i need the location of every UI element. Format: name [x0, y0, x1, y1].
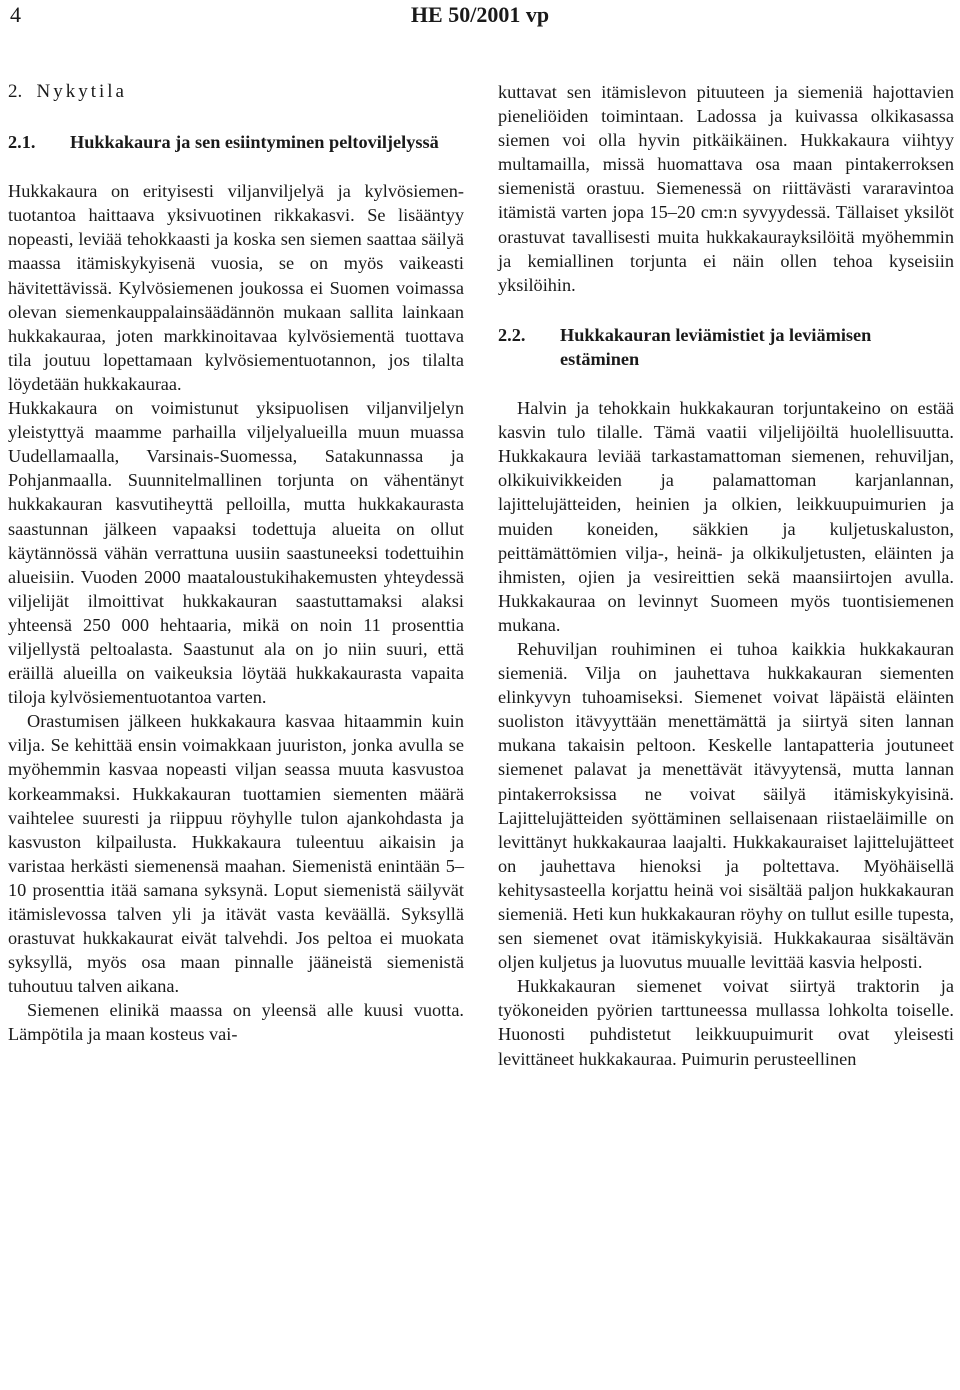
section-heading	[8, 80, 464, 104]
body-paragraph: Orastumisen jälkeen hukkakaura kasvaa hitaammin kuin vilja. Se kehittää ensin voimakkaan juuriston, jonka avulla se myöhemmin kasvaa nopeasti viljan seassa muuta kasvustoa korkeammaksi. Hukkakauran tuottamien siementen määrä vaihtelee suuresti ja riippuu röyhylle tulon ajankohdasta ja kasvuston kilpailusta. Hukkakaura tuleentuu aikaisin ja varistaa herkästi siemenensä maahan. Siemenistä enintään 5–10 prosenttia itää samana syksynä. Loput siemenistä säilyvät itämislevossa talven yli ja itävät vasta keväällä. Syksyllä orastuvat hukkakaurat eivät talvehdi. Jos peltoa ei muokata syksyllä, myös osa maan pinnalle jääneistä siemenistä tuhoutuu talven aikana.	[8, 711, 464, 997]
body-paragraph: Halvin ja tehokkain hukkakauran torjuntakeino on estää kasvin tulo tilalle. Tämä vaatii viljelijöiltä huolellisuutta. Hukkakaura leviää tarkastamattoman siemenen, rehuviljan, olkikuivikkeiden ja palamattoman karjanlannan, lajittelujätteiden, heinien ja olkien, leikkuupuimurien ja muiden koneiden, säkkien ja kuljetuskaluston, peittämättömien vilja-, heinä- ja olkikuljetusten, eläinten ja ihmisten, ojien ja vesireittien sekä maansiirtojen avulla. Hukkakauraa on levinnyt Suomeen myös tuontisiemenen mukana.	[498, 398, 954, 635]
page-header	[0, 0, 960, 34]
subsection-number: 2.2.	[498, 324, 526, 345]
subsection-title: Hukkakauran leviämistiet ja leviämisen estäminen	[560, 324, 872, 369]
left-column	[8, 80, 464, 1047]
subsection-heading-2-2	[498, 323, 954, 371]
subsection-number: 2.1.	[8, 132, 36, 153]
page-number: 4	[10, 2, 21, 27]
document-id: HE 50/2001 vp	[410, 2, 550, 27]
body-paragraph: Hukkakauran siemenet voivat siirtyä traktorin ja työkoneiden pyörien tarttuneessa mullassa lohkolta toiselle. Huonosti puhdistetut leikkuupuimurit ovat yleisesti levittäneet hukkakauraa. Puimurin perusteellinen	[498, 976, 954, 1069]
body-paragraph: Siemenen elinikä maassa on yleensä alle kuusi vuotta. Lämpötila ja maan kosteus vai-	[8, 1000, 464, 1045]
body-paragraph: Hukkakaura on erityisesti viljanviljelyä ja kylvösiementuotantoa haittaava yksivuotinen rikkakasvi. Se lisääntyy nopeasti, leviää tehokkaasti ja koska sen siemen saattaa säilyä maassa itämiskykyisenä vuosia, se on myös vaikeasti hävitettävissä. Kylvösiemenen joukossa ei Suomen voimassa olevan siemenkauppalainsäädännön mukaan sallita lainkaan hukkakauraa, joten markkinoitavaa kylvösiementä tuottava tila joutuu lopettamaan kylvösiementuotannon, jos tilalta löydetään hukkakauraa.	[8, 181, 464, 394]
subsection-heading-2-1	[8, 130, 464, 154]
section-title: Nykytila	[36, 81, 127, 102]
section-number: 2.	[8, 81, 23, 102]
subsection-title: Hukkakaura ja sen esiintyminen peltoviljelyssä	[70, 132, 439, 153]
body-paragraph: Hukkakaura on voimistunut yksipuolisen viljanviljelyn yleistyttyä maamme parhailla viljelyalueilla muun muassa Uudellamaalla, Varsinais-Suomessa, Satakunnassa ja Pohjanmaalla. Suunnitelmallinen torjunta on vähentänyt hukkakauran kasvutiheyttä pelloilla, mutta hukkakaurasta saastunnan jälkeen vapaaksi todettuja alueita on ollut käytännössä vähän verrattuna uusiin saastuneeksi todettuihin alueisiin. Vuoden 2000 maataloustukihakemusten yhteydessä viljelijät ilmoittivat hukkakauran saastuttamaksi alaksi yhteensä 250 000 hehtaaria, mikä on noin 11 prosenttia viljellystä peltoalasta. Saastunut ala on jo niin suuri, että eräillä alueilla on vaikeuksia löytää hukkakaurasta vapaita tiloja kylvösiementuotantoa varten.	[8, 398, 464, 708]
body-paragraph-continued: kuttavat sen itämislevon pituuteen ja siemeniä hajottavien pieneliöiden toimintaan. Ladossa ja kuivassa olkikasassa siemen voi olla hyvin pitkäikäinen. Hukkakaura viihtyy multamailla, missä huomattava osa maan pintakerroksen siemenistä orastuu. Siemenessä on riittävästi vararavintoa itämistä varten jopa 15–20 cm:n syvyydessä. Tällaiset yksilöt orastuvat tavallisesti muita hukkakaurayksilöitä myöhemmin ja kemiallinen torjunta ei näin ollen tehoa kyseisiin yksilöihin.	[498, 82, 954, 295]
body-paragraph: Rehuviljan rouhiminen ei tuhoa kaikkia hukkakauran siemeniä. Vilja on jauhettava hukkakauran siementen elinkyvyn tuhoamiseksi. Siemenet voivat läpäistä eläinten suoliston itävyyttään menettämättä ja siirtyä siten lannan mukana takaisin peltoon. Keskelle lantapatteria joutuneet siemenet palavat ja menettävät itävyytensä, mutta lannan pintakerroksissa ne voivat säilyä itämiskykyisinä. Lajittelujätteiden syöttäminen sellaisenaan riistaeläimille on levittänyt hukkakauraa laajalti. Hukkakauraiset lajittelujätteet on jauhettava hienoksi ja poltettava. Myöhäisellä kehitysasteella korjattu heinä voi sisältää paljon hukkakauran siemeniä. Heti kun hukkakauran röyhy on tullut esille tupesta, sen siemenet ovat itämiskykyisiä. Hukkakauraa sisältävän oljen kuljetus ja luovutus muualle levittää kasvia helposti.	[498, 638, 954, 973]
right-column	[498, 80, 954, 1071]
